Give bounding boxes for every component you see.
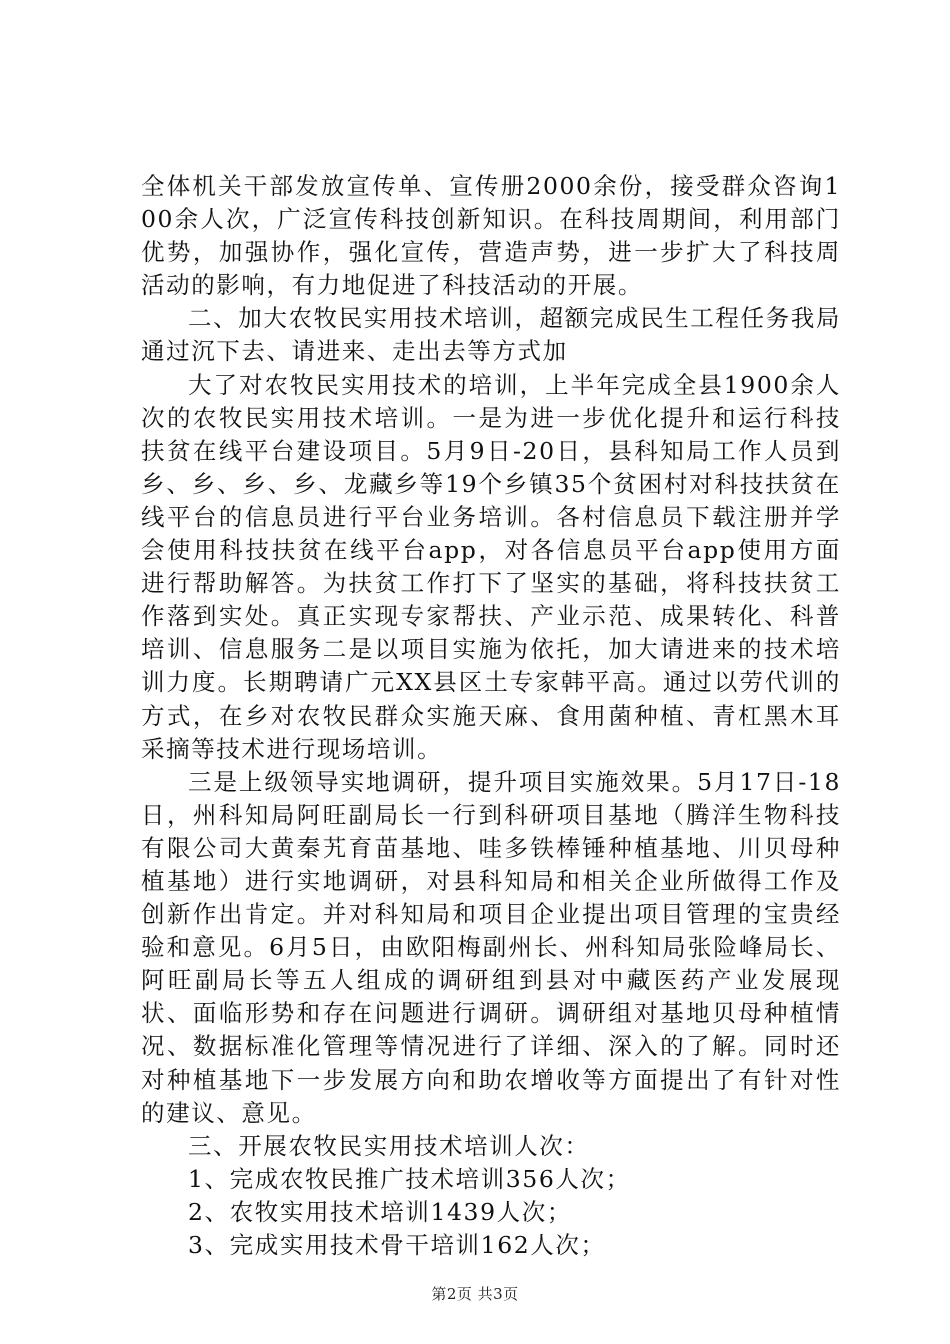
paragraph-training-details: 大了对农牧民实用技术的培训，上半年完成全县1900余人次的农牧民实用技术培训。一是为进一步优化提升和运行科技扶贫在线平台建设项目。5月9日-20日，县科知局工作人员到乡、乡、乡、乡、龙藏乡等19个乡镇35个贫困村对科技扶贫在线平台的信息员进行平台业务培训。各村信息员下载注册并学会使用科技扶贫在线平台app，对各信息员平台app使用方面进行帮助解答。为扶贫工作打下了坚实的基础，将科技扶贫工作落到实处。真正实现专家帮扶、产业示范、成果转化、科普培训、信息服务二是以项目实施为依托，加大请进来的技术培训力度。长期聘请广元XX县区土专家韩平高。通过以劳代训的方式，在乡对农牧民群众实施天麻、食用菌种植、青杠黑木耳采摘等技术进行现场培训。 — [141, 370, 841, 763]
document-body — [141, 170, 841, 1262]
paragraph-field-research: 三是上级领导实地调研，提升项目实施效果。5月17日-18日，州科知局阿旺副局长一行到科研项目基地（腾洋生物科技有限公司大黄秦艽育苗基地、哇多铁棒锤种植基地、川贝母种植基地）进行实地调研，对县科知局和相关企业所做得工作及创新作出肯定。并对科知局和项目企业提出项目管理的宝贵经验和意见。6月5日，由欧阳梅副州长、州科知局张险峰局长、阿旺副局长等五人组成的调研组到县对中藏医药产业发展现状、面临形势和存在问题进行调研。调研组对基地贝母种植情况、数据标准化管理等情况进行了详细、深入的了解。同时还对种植基地下一步发展方向和助农增收等方面提出了有针对性的建议、意见。 — [141, 767, 841, 1127]
list-item-training-3: 3、完成实用技术骨干培训162人次； — [188, 1231, 606, 1259]
paragraph-section-two-heading: 二、加大农牧民实用技术培训，超额完成民生工程任务我局通过沉下去、请进来、走出去等方式加 — [141, 304, 841, 366]
list-item-training-1: 1、完成农牧民推广技术培训356人次； — [188, 1164, 631, 1193]
paragraph-science-week: 全体机关干部发放宣传单、宣传册2000余份，接受群众咨询100余人次，广泛宣传科技创新知识。在科技周期间，利用部门优势，加强协作，强化宣传，营造声势，进一步扩大了科技周活动的影响，有力地促进了科技活动的开展。 — [141, 172, 841, 300]
page-number-footer: 第2页 共3页 — [431, 1285, 519, 1303]
paragraph-section-three-heading: 三、开展农牧民实用技术培训人次： — [188, 1131, 590, 1160]
list-item-training-2: 2、农牧实用技术培训1439人次； — [188, 1197, 572, 1226]
